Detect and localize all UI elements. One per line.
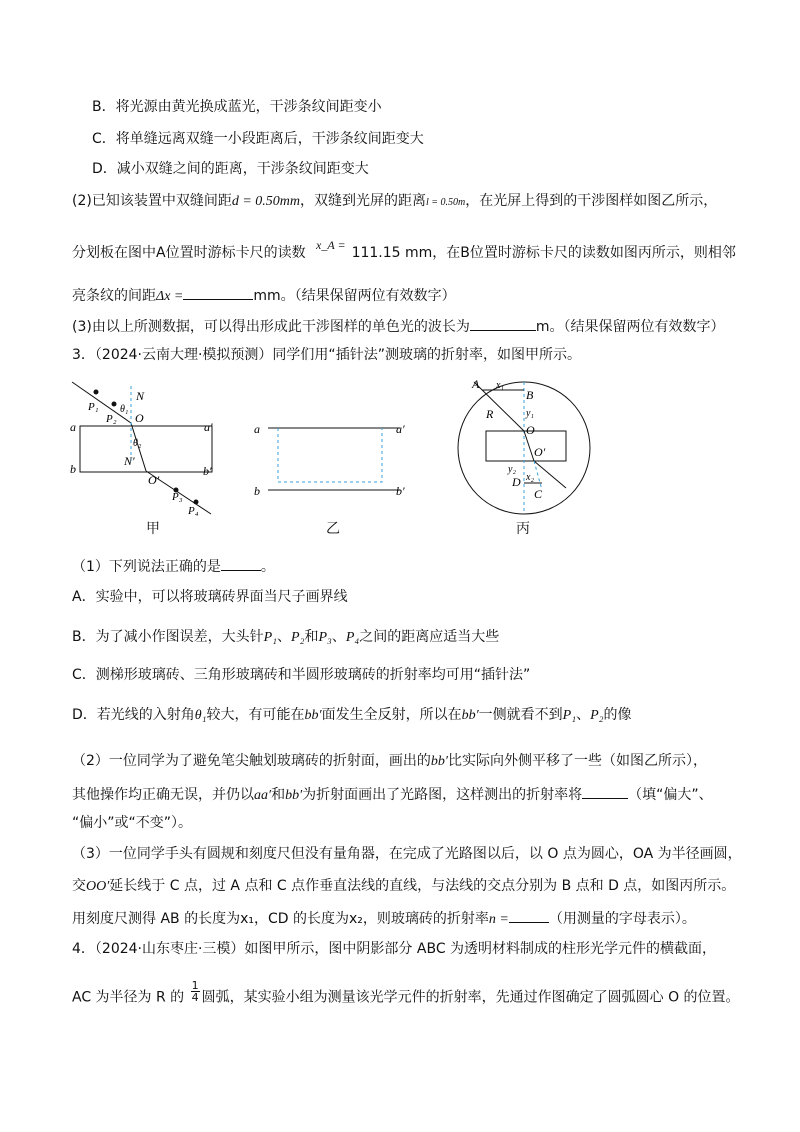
text: 用刻度尺测得 AB 的长度为x₁，CD 的长度为x₂，则玻璃砖的折射率 — [72, 911, 489, 927]
oo-extension — [534, 461, 542, 490]
q3-sub3-line1: （3）一位同学手头有圆规和刻度尺但没有量角器，在完成了光路图以后，以 O 点为圆心，OA 为半径画圆， — [72, 846, 742, 862]
text: （用测量的字母表示）。 — [548, 911, 696, 927]
label-R: R — [486, 407, 494, 421]
label-o: O — [135, 411, 144, 425]
label-b-prime: b′ — [396, 484, 405, 498]
q3-sub1 — [72, 556, 275, 576]
text: 分划板在图中A位置时游标卡尺的读数 — [72, 245, 306, 261]
text: D．若光线的入射角 — [72, 707, 195, 723]
text: ，在光屏上得到的干涉图样如图乙所示， — [465, 193, 718, 209]
label-p3: P₃ — [172, 491, 183, 503]
text: 之间的距离应适当大些 — [359, 629, 500, 645]
q2-option-c: C．将单缝远离双缝一小段距离后，干涉条纹间距变大 — [92, 131, 424, 147]
label-n: N — [136, 389, 145, 403]
q3-sub2-line2 — [72, 784, 713, 805]
symbol: P₃ — [318, 630, 332, 645]
pin-p1 — [94, 390, 99, 395]
text: 交 — [72, 878, 86, 894]
text: 其他操作均正确无误，并仍以 — [72, 787, 254, 803]
label-a: a — [254, 422, 260, 436]
label-O: O — [526, 423, 535, 437]
q3-title: 3．（2024·云南大理·模拟预测）同学们用“插针法”测玻璃的折射率，如图甲所示。 — [72, 347, 581, 363]
text: 。 — [260, 559, 275, 575]
figure-caption-yi: 乙 — [326, 521, 340, 537]
symbol: P₂ — [590, 708, 604, 723]
label-a-prime: a′ — [396, 422, 405, 436]
label-o-prime: O′ — [148, 473, 160, 487]
label-D: D — [512, 475, 521, 489]
q3-option-d — [72, 706, 632, 725]
q2-part2-line2 — [72, 238, 736, 262]
symbol: bb′ — [461, 708, 479, 723]
label-theta1: θ₁ — [120, 404, 129, 415]
q3-sub2-line1 — [72, 752, 707, 771]
figure-caption-jia: 甲 — [146, 521, 160, 537]
label-n-prime: N′ — [124, 454, 135, 468]
q4-line1: 4．（2024·山东枣庄·三模）如图甲所示，图中阴影部分 ABC 为透明材料制成的柱形光学元件的横截面， — [72, 941, 717, 957]
pin-p2 — [112, 402, 117, 407]
symbol: P₂ — [291, 630, 305, 645]
label-p1: P₁ — [88, 401, 99, 413]
text: （1）下列说法正确的是 — [72, 559, 221, 575]
text: (2)已知该装置中双缝间距 — [72, 193, 232, 209]
label-a-prime: a′ — [204, 420, 213, 434]
symbol: OO′ — [86, 879, 110, 894]
text: B．为了减小作图误差，大头针 — [72, 629, 264, 645]
figure-yi — [250, 410, 420, 510]
text: ，双缝到光屏的距离 — [300, 193, 427, 209]
text: mm。（结果保留两位有效数字） — [253, 288, 456, 304]
symbol: bb′ — [285, 788, 303, 803]
q3-option-a: A．实验中，可以将玻璃砖界面当尺子画界线 — [72, 589, 348, 605]
q3-option-b — [72, 628, 499, 647]
text: 的像 — [603, 707, 632, 723]
label-b: b — [254, 484, 260, 498]
text: （填“偏大”、 — [628, 787, 713, 803]
symbol: n = — [488, 912, 509, 927]
text: 延长线于 C 点，过 A 点和 C 点作垂直法线的直线，与法线的交点分别为 B 点和 D 点，如图丙所示。 — [109, 878, 736, 894]
incident-ray — [72, 382, 131, 423]
symbol: aa′ — [254, 788, 272, 803]
q3-sub2-line3: “偏小”或“不变”）。 — [72, 815, 193, 831]
q2-part3 — [72, 316, 724, 336]
text: （2）一位同学为了避免笔尖触划玻璃砖的折射面，画出的 — [72, 753, 431, 769]
text: ，在B位置时游标卡尺的读数如图丙所示，则相邻 — [432, 245, 736, 261]
figure-caption-bing: 丙 — [516, 521, 530, 537]
answer-blank[interactable] — [509, 908, 549, 923]
answer-blank[interactable] — [221, 556, 261, 571]
label-p2: P₂ — [106, 413, 117, 425]
label-y2: y₂ — [508, 464, 516, 475]
value-xA: 111.15 mm — [351, 245, 433, 261]
q2-option-d: D．减小双缝之间的距离，干涉条纹间距变大 — [92, 161, 369, 177]
text: 、 — [576, 707, 591, 723]
label-theta2: θ₂ — [133, 438, 142, 449]
text: 圆弧，某实验小组为测量该光学元件的折射率，先通过作图确定了圆弧圆心 O 的位置。 — [201, 989, 740, 1006]
q3-sub3-line2 — [72, 877, 735, 896]
symbol: P₁ — [562, 708, 577, 723]
text: 和 — [304, 629, 319, 645]
figure-bing — [446, 376, 606, 516]
fraction-numerator: 1 — [191, 979, 199, 992]
text: 、 — [277, 629, 292, 645]
q4-line2 — [72, 979, 740, 1009]
symbol: bb′ — [430, 754, 448, 769]
fraction-denominator: 4 — [191, 991, 199, 1004]
text: 亮条纹的间距 — [72, 288, 156, 304]
text: 一侧就看不到 — [478, 707, 563, 723]
fraction-quarter — [191, 980, 200, 1003]
q2-part2-line1 — [72, 192, 717, 212]
label-b: b — [70, 462, 76, 476]
symbol: P₄ — [345, 630, 360, 645]
label-x2: x₂ — [526, 472, 534, 483]
q2-part2-line3 — [72, 285, 456, 306]
label-a: a — [70, 420, 76, 434]
label-p4: P₄ — [188, 505, 199, 516]
text: 面发生全反射，所以在 — [321, 707, 462, 723]
formula-l: l = 0.50m — [426, 197, 466, 208]
answer-blank[interactable] — [582, 784, 628, 799]
formula-d: d = 0.50mm — [231, 194, 301, 209]
label-b-prime: b′ — [203, 464, 212, 478]
answer-blank[interactable] — [470, 316, 536, 331]
label-C: C — [534, 487, 543, 501]
symbol: P₁ — [263, 630, 278, 645]
symbol: θ₁ — [194, 708, 207, 723]
q3-sub3-line3 — [72, 908, 696, 929]
text: m。（结果保留两位有效数字） — [535, 319, 725, 335]
text: 和 — [271, 787, 286, 803]
text: 为折射面画出了光路图，这样测出的折射率将 — [302, 787, 583, 803]
emergent-ray — [534, 461, 566, 488]
figure-jia — [66, 376, 236, 516]
text: (3)由以上所测数据，可以得出形成此干涉图样的单色光的波长为 — [72, 319, 470, 335]
text: 、 — [331, 629, 346, 645]
actual-glass-outline — [278, 428, 382, 482]
label-y1: y₁ — [526, 408, 534, 419]
q2-option-b: B．将光源由黄光换成蓝光，干涉条纹间距变小 — [92, 99, 382, 115]
label-O-prime: O′ — [534, 445, 546, 459]
symbol: bb′ — [304, 708, 322, 723]
label-B: B — [526, 388, 534, 402]
formula-xA: x_A = — [316, 238, 346, 252]
label-x1: x₁ — [496, 380, 504, 391]
answer-blank[interactable] — [183, 285, 253, 300]
text: 较大，有可能在 — [206, 707, 305, 723]
pin-p4 — [194, 500, 199, 505]
text: 比实际向外侧平移了一些（如图乙所示）， — [447, 753, 707, 769]
label-A: A — [472, 377, 480, 391]
glass-block — [80, 426, 212, 472]
text: AC 为半径为 R 的 — [72, 989, 185, 1006]
q3-option-c: C．测梯形玻璃砖、三角形玻璃砖和半圆形玻璃砖的折射率均可用“插针法” — [72, 667, 531, 683]
formula-dx: Δx = — [156, 289, 184, 304]
